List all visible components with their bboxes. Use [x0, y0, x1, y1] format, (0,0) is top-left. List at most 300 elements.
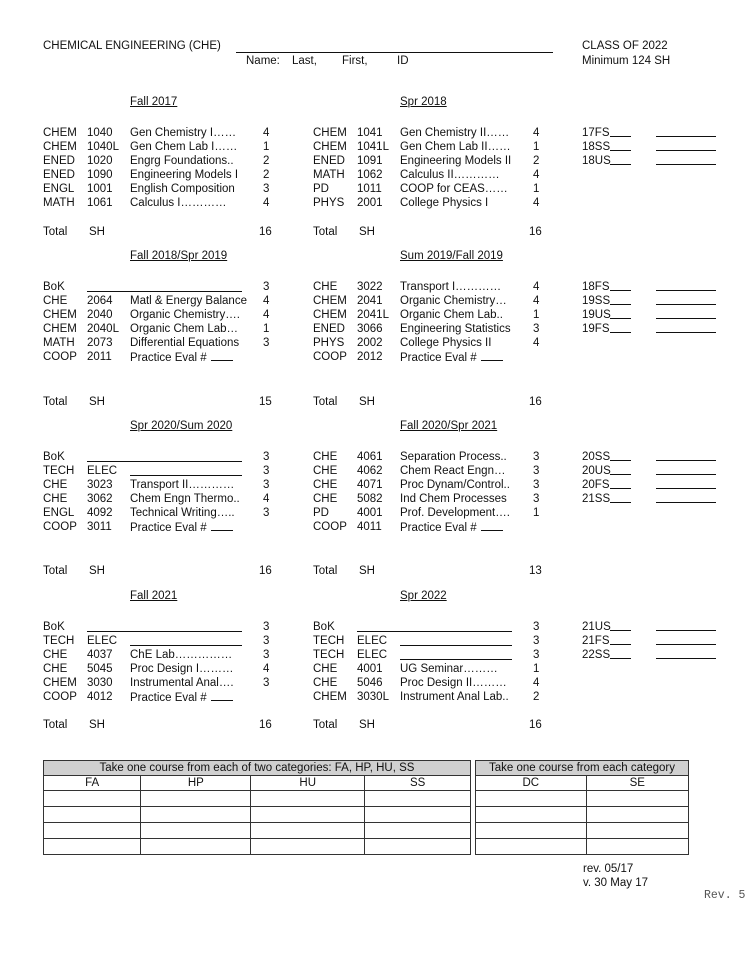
- term-label: Sum 2019/Fall 2019: [400, 250, 503, 262]
- gen-ed-entry-cell[interactable]: [251, 839, 365, 855]
- course-row: [313, 478, 553, 492]
- name-blank-line[interactable]: [236, 52, 553, 53]
- first-label: First,: [342, 55, 368, 67]
- course-row: [313, 322, 553, 336]
- course-row: [313, 492, 553, 506]
- course-title: [400, 126, 509, 140]
- course-number: 2011: [87, 351, 112, 363]
- course-title: [400, 140, 511, 154]
- course-dept: TECH: [43, 635, 75, 647]
- course-row: [313, 648, 553, 662]
- course-row: [313, 280, 553, 294]
- course-row: [313, 336, 553, 350]
- course-dept: CHE: [313, 281, 338, 293]
- sh-label: SH: [89, 719, 105, 731]
- slot-course-blank[interactable]: [656, 474, 716, 475]
- course-title: [400, 478, 510, 492]
- course-sh: 2: [533, 155, 540, 167]
- course-dept: CHE: [43, 649, 68, 661]
- course-blank-line[interactable]: [130, 475, 242, 476]
- term-total-row: [313, 564, 553, 578]
- minimum-hours: Minimum 124 SH: [582, 55, 671, 67]
- gen-ed-entry-cell[interactable]: [586, 791, 689, 807]
- course-title-text: Technical Writing…..: [130, 507, 235, 519]
- eval-number-blank[interactable]: [211, 520, 233, 531]
- course-row: [43, 662, 283, 676]
- course-sh: 3: [263, 677, 270, 689]
- course-sh: 3: [533, 635, 540, 647]
- gen-ed-entry-cell[interactable]: [141, 839, 251, 855]
- gen-ed-entry-cell[interactable]: [44, 807, 141, 823]
- course-number: 1041L: [357, 141, 389, 153]
- course-sh: 1: [263, 141, 270, 153]
- course-dept: PHYS: [313, 337, 345, 349]
- course-sh: 2: [263, 155, 270, 167]
- gen-ed-entry-cell[interactable]: [586, 839, 689, 855]
- gen-ed-entry-cell[interactable]: [251, 791, 365, 807]
- course-title-text: College Physics II: [400, 337, 492, 349]
- course-title: [130, 182, 235, 196]
- course-dept: CHEM: [313, 691, 347, 703]
- course-row: [43, 154, 283, 168]
- eval-number-blank[interactable]: [481, 350, 503, 361]
- course-row: [313, 182, 553, 196]
- course-dept: ENED: [43, 169, 75, 181]
- course-number: 2040L: [87, 323, 119, 335]
- total-label: Total: [43, 396, 68, 408]
- semester-code: 19SS: [582, 295, 611, 307]
- course-dept: CHE: [313, 465, 338, 477]
- gen-ed-entry-cell[interactable]: [365, 807, 471, 823]
- course-sh: 3: [263, 465, 270, 477]
- slot-course-blank[interactable]: [656, 630, 716, 631]
- gen-ed-blank-row: [44, 839, 471, 855]
- course-title-text: Instrument Anal Lab..: [400, 691, 509, 703]
- course-number: 4012: [87, 691, 113, 703]
- term-total-row: [43, 395, 283, 409]
- course-number: 2041: [357, 295, 383, 307]
- slot-grade-blank[interactable]: [610, 150, 631, 151]
- course-row: [313, 506, 553, 520]
- course-row: [313, 464, 553, 478]
- course-title-text: Chem Engn Thermo..: [130, 493, 240, 505]
- course-title-text: Organic Chem Lab..: [400, 309, 503, 321]
- course-number: 1040L: [87, 141, 119, 153]
- gen-ed-entry-cell[interactable]: [141, 807, 251, 823]
- course-blank-line[interactable]: [87, 631, 242, 632]
- gen-ed-entry-cell[interactable]: [586, 807, 689, 823]
- course-title-text: Practice Eval #: [130, 522, 207, 534]
- course-row: [313, 168, 553, 182]
- gen-ed-entry-cell[interactable]: [365, 791, 471, 807]
- sh-label: SH: [359, 565, 375, 577]
- course-number: 4001: [357, 663, 383, 675]
- semester-code: 21SS: [582, 493, 611, 505]
- gen-ed-each-category-table: [475, 760, 689, 855]
- course-title-text: Engineering Models II: [400, 155, 512, 167]
- course-number: 3022: [357, 281, 383, 293]
- course-dept: CHE: [43, 663, 68, 675]
- slot-course-blank[interactable]: [656, 332, 716, 333]
- slot-course-blank[interactable]: [656, 318, 716, 319]
- gen-ed-entry-cell[interactable]: [476, 807, 587, 823]
- course-title: [400, 280, 501, 294]
- course-sh: 3: [533, 479, 540, 491]
- course-blank-line[interactable]: [357, 631, 512, 632]
- course-title: [400, 196, 488, 210]
- course-number: 2012: [357, 351, 383, 363]
- gen-ed-entry-cell[interactable]: [586, 823, 689, 839]
- slot-course-blank[interactable]: [656, 644, 716, 645]
- course-dept: TECH: [313, 649, 345, 661]
- course-number: 3011: [87, 521, 112, 533]
- term-total-sh: 16: [529, 396, 542, 408]
- course-title: [130, 168, 238, 182]
- semester-slot: [582, 648, 722, 662]
- course-title: [400, 308, 503, 322]
- course-blank-line[interactable]: [87, 291, 242, 292]
- slot-grade-blank[interactable]: [610, 502, 631, 503]
- semester-slot: [582, 308, 722, 322]
- slot-grade-blank[interactable]: [610, 460, 631, 461]
- course-number: 1001: [87, 183, 113, 195]
- course-row: [43, 294, 283, 308]
- course-dept: PD: [313, 183, 329, 195]
- gen-ed-blank-row: [476, 807, 689, 823]
- course-number: 5082: [357, 493, 383, 505]
- course-dept: ENED: [313, 155, 345, 167]
- course-title-text: Matl & Energy Balance: [130, 295, 247, 307]
- course-number: 3062: [87, 493, 113, 505]
- course-title: [400, 322, 511, 336]
- course-title-text: Chem React Engn…: [400, 465, 506, 477]
- course-row: [313, 520, 553, 534]
- course-title-text: English Composition: [130, 183, 235, 195]
- course-title: [400, 520, 503, 535]
- semester-slot: [582, 492, 722, 506]
- slot-course-blank[interactable]: [656, 304, 716, 305]
- course-row: [43, 322, 283, 336]
- slot-grade-blank[interactable]: [610, 630, 631, 631]
- gen-ed-entry-cell[interactable]: [251, 807, 365, 823]
- slot-grade-blank[interactable]: [610, 332, 631, 333]
- slot-course-blank[interactable]: [656, 164, 716, 165]
- slot-grade-blank[interactable]: [610, 164, 631, 165]
- course-number: 2002: [357, 337, 383, 349]
- term-total-sh: 16: [259, 719, 272, 731]
- gen-ed-entry-cell[interactable]: [365, 839, 471, 855]
- total-label: Total: [43, 565, 68, 577]
- course-title: [130, 336, 239, 350]
- course-number: 1062: [357, 169, 383, 181]
- course-sh: 4: [263, 309, 270, 321]
- gen-ed-column-header: SE: [586, 776, 689, 791]
- course-number: 1041: [357, 127, 383, 139]
- semester-slot: [582, 620, 722, 634]
- course-row: [43, 308, 283, 322]
- course-number: 1011: [357, 183, 382, 195]
- term-total-row: [43, 564, 283, 578]
- course-sh: 3: [263, 479, 270, 491]
- course-number: 1061: [87, 197, 113, 209]
- course-dept: ENED: [43, 155, 75, 167]
- gen-ed-blank-row: [44, 807, 471, 823]
- slot-grade-blank[interactable]: [610, 290, 631, 291]
- gen-ed-entry-cell[interactable]: [44, 839, 141, 855]
- program-title: CHEMICAL ENGINEERING (CHE): [43, 40, 221, 52]
- course-title-text: COOP for CEAS……: [400, 183, 508, 195]
- course-title-text: Proc Design I………: [130, 663, 234, 675]
- course-row: [313, 450, 553, 464]
- course-title-text: Instrumental Anal….: [130, 677, 234, 689]
- term-total-row: [313, 225, 553, 239]
- course-number: 3030: [87, 677, 113, 689]
- slot-course-blank[interactable]: [656, 136, 716, 137]
- slot-course-blank[interactable]: [656, 488, 716, 489]
- course-dept: CHE: [43, 479, 68, 491]
- id-label: ID: [397, 55, 409, 67]
- course-sh: 4: [533, 169, 540, 181]
- slot-course-blank[interactable]: [656, 658, 716, 659]
- course-sh: 4: [533, 337, 540, 349]
- course-dept: CHE: [313, 663, 338, 675]
- term-label: Fall 2018/Spr 2019: [130, 250, 228, 262]
- course-sh: 4: [533, 295, 540, 307]
- sh-label: SH: [89, 396, 105, 408]
- course-row: [313, 308, 553, 322]
- semester-code: 19FS: [582, 323, 610, 335]
- course-sh: 3: [533, 451, 540, 463]
- course-dept: ENGL: [43, 507, 75, 519]
- sh-label: SH: [89, 226, 105, 238]
- semester-slot: [582, 322, 722, 336]
- gen-ed-entry-cell[interactable]: [44, 791, 141, 807]
- course-sh: 3: [263, 281, 270, 293]
- course-number: 4062: [357, 465, 383, 477]
- course-blank-line[interactable]: [400, 645, 512, 646]
- course-row: [43, 196, 283, 210]
- semester-code: 18FS: [582, 281, 610, 293]
- course-title: [130, 478, 234, 492]
- gen-ed-entry-cell[interactable]: [476, 839, 587, 855]
- course-sh: 4: [263, 197, 270, 209]
- course-number: 4061: [357, 451, 383, 463]
- term-label: Fall 2017: [130, 96, 178, 108]
- semester-slot: [582, 294, 722, 308]
- gen-ed-column-header: FA: [44, 776, 141, 791]
- slot-grade-blank[interactable]: [610, 318, 631, 319]
- course-sh: 3: [533, 323, 540, 335]
- slot-grade-blank[interactable]: [610, 488, 631, 489]
- gen-ed-entry-cell[interactable]: [476, 791, 587, 807]
- course-title-text: Calculus I…………: [130, 197, 227, 209]
- course-dept: TECH: [313, 635, 345, 647]
- semester-slot: [582, 478, 722, 492]
- gen-ed-entry-cell[interactable]: [365, 823, 471, 839]
- course-row: [313, 140, 553, 154]
- course-row: [43, 280, 283, 294]
- course-number: 2073: [87, 337, 113, 349]
- course-number: 1020: [87, 155, 113, 167]
- slot-grade-blank[interactable]: [610, 136, 631, 137]
- course-row: [43, 168, 283, 182]
- course-title-text: Transport II…………: [130, 479, 235, 491]
- course-title-text: Calculus II…………: [400, 169, 500, 181]
- course-dept: ENGL: [43, 183, 75, 195]
- course-sh: 4: [533, 197, 540, 209]
- course-title: [130, 350, 233, 365]
- course-title-text: Proc Design II………: [400, 677, 507, 689]
- course-sh: 2: [263, 169, 270, 181]
- course-number: 1091: [357, 155, 383, 167]
- eval-number-blank[interactable]: [481, 520, 503, 531]
- course-dept: ENED: [313, 323, 345, 335]
- course-sh: 3: [533, 621, 540, 633]
- course-row: [43, 350, 283, 364]
- gen-ed-entry-cell[interactable]: [476, 823, 587, 839]
- course-title-text: Proc Dynam/Control..: [400, 479, 510, 491]
- course-number: 2001: [357, 197, 383, 209]
- course-title: [130, 126, 236, 140]
- term-total-row: [43, 718, 283, 732]
- course-title-text: Engineering Statistics: [400, 323, 511, 335]
- course-dept: MATH: [313, 169, 345, 181]
- name-label: Name:: [246, 55, 280, 67]
- course-row: [313, 294, 553, 308]
- course-title: [400, 690, 509, 704]
- rev-tag: Rev. 5: [704, 889, 746, 902]
- slot-grade-blank[interactable]: [610, 644, 631, 645]
- course-row: [313, 662, 553, 676]
- course-dept: CHEM: [43, 127, 77, 139]
- course-row: [313, 196, 553, 210]
- course-row: [43, 464, 283, 478]
- course-dept: COOP: [43, 691, 77, 703]
- gen-ed-blank-row: [476, 823, 689, 839]
- course-title: [400, 294, 507, 308]
- course-dept: CHEM: [43, 141, 77, 153]
- eval-number-blank[interactable]: [211, 350, 233, 361]
- course-row: [43, 492, 283, 506]
- slot-grade-blank[interactable]: [610, 658, 631, 659]
- course-sh: 1: [533, 183, 540, 195]
- gen-ed-entry-cell[interactable]: [251, 823, 365, 839]
- course-sh: 1: [263, 323, 270, 335]
- course-number: 3066: [357, 323, 383, 335]
- course-dept: CHEM: [313, 309, 347, 321]
- course-title-text: Organic Chemistry….: [130, 309, 240, 321]
- course-row: [313, 350, 553, 364]
- course-row: [43, 182, 283, 196]
- gen-ed-blank-row: [44, 823, 471, 839]
- course-dept: CHEM: [313, 127, 347, 139]
- semester-code: 21FS: [582, 635, 610, 647]
- slot-course-blank[interactable]: [656, 502, 716, 503]
- course-number: 5045: [87, 663, 113, 675]
- sh-label: SH: [359, 226, 375, 238]
- gen-ed-entry-cell[interactable]: [141, 823, 251, 839]
- course-title-text: Prof. Development….: [400, 507, 510, 519]
- course-title: [130, 520, 233, 535]
- term-label: Spr 2020/Sum 2020: [130, 420, 233, 432]
- course-title-text: Transport I…………: [400, 281, 502, 293]
- course-sh: 3: [533, 493, 540, 505]
- gen-ed-right-caption: Take one course from each category: [476, 761, 689, 776]
- sh-label: SH: [359, 719, 375, 731]
- course-dept: BoK: [43, 451, 65, 463]
- course-title: [400, 464, 505, 478]
- course-sh: 4: [263, 127, 270, 139]
- course-dept: CHE: [43, 295, 68, 307]
- slot-grade-blank[interactable]: [610, 474, 631, 475]
- course-row: [313, 690, 553, 704]
- course-sh: 4: [263, 663, 270, 675]
- gen-ed-entry-cell[interactable]: [44, 823, 141, 839]
- course-blank-line[interactable]: [130, 645, 242, 646]
- course-sh: 2: [533, 691, 540, 703]
- semester-code: 20FS: [582, 479, 610, 491]
- course-title-text: Gen Chem Lab II……: [400, 141, 511, 153]
- slot-course-blank[interactable]: [656, 150, 716, 151]
- course-title: [400, 662, 498, 676]
- course-title: [130, 506, 235, 520]
- course-dept: PHYS: [313, 197, 345, 209]
- semester-slot: [582, 140, 722, 154]
- course-blank-line[interactable]: [400, 659, 512, 660]
- course-title-text: Practice Eval #: [400, 522, 477, 534]
- course-number: 4001: [357, 507, 383, 519]
- course-blank-line[interactable]: [87, 461, 242, 462]
- course-title: [400, 506, 510, 520]
- course-sh: 1: [533, 663, 540, 675]
- course-title: [400, 676, 507, 690]
- course-number: 2064: [87, 295, 113, 307]
- term-total-sh: 16: [259, 565, 272, 577]
- class-of: CLASS OF 2022: [582, 40, 668, 52]
- slot-course-blank[interactable]: [656, 290, 716, 291]
- course-row: [313, 676, 553, 690]
- gen-ed-column-header: HU: [251, 776, 365, 791]
- course-number: 3030L: [357, 691, 389, 703]
- eval-number-blank[interactable]: [211, 690, 233, 701]
- version-date: v. 30 May 17: [583, 877, 648, 889]
- slot-course-blank[interactable]: [656, 460, 716, 461]
- course-title-text: Engrg Foundations..: [130, 155, 234, 167]
- course-number: ELEC: [87, 465, 118, 477]
- term-label: Fall 2020/Spr 2021: [400, 420, 498, 432]
- course-title-text: UG Seminar………: [400, 663, 498, 675]
- course-title: [130, 648, 232, 662]
- course-title-text: Practice Eval #: [400, 352, 477, 364]
- course-sh: 3: [263, 451, 270, 463]
- course-dept: CHEM: [43, 309, 77, 321]
- course-number: 4037: [87, 649, 113, 661]
- course-title-text: Practice Eval #: [130, 692, 207, 704]
- course-number: 4071: [357, 479, 383, 491]
- course-sh: 3: [263, 621, 270, 633]
- gen-ed-entry-cell[interactable]: [141, 791, 251, 807]
- total-label: Total: [43, 719, 68, 731]
- semester-code: 20SS: [582, 451, 611, 463]
- course-dept: BoK: [313, 621, 335, 633]
- course-title: [130, 154, 234, 168]
- course-title-text: College Physics I: [400, 197, 489, 209]
- slot-grade-blank[interactable]: [610, 304, 631, 305]
- total-label: Total: [313, 565, 338, 577]
- course-number: 4092: [87, 507, 113, 519]
- semester-slot: [582, 280, 722, 294]
- course-dept: CHE: [313, 677, 338, 689]
